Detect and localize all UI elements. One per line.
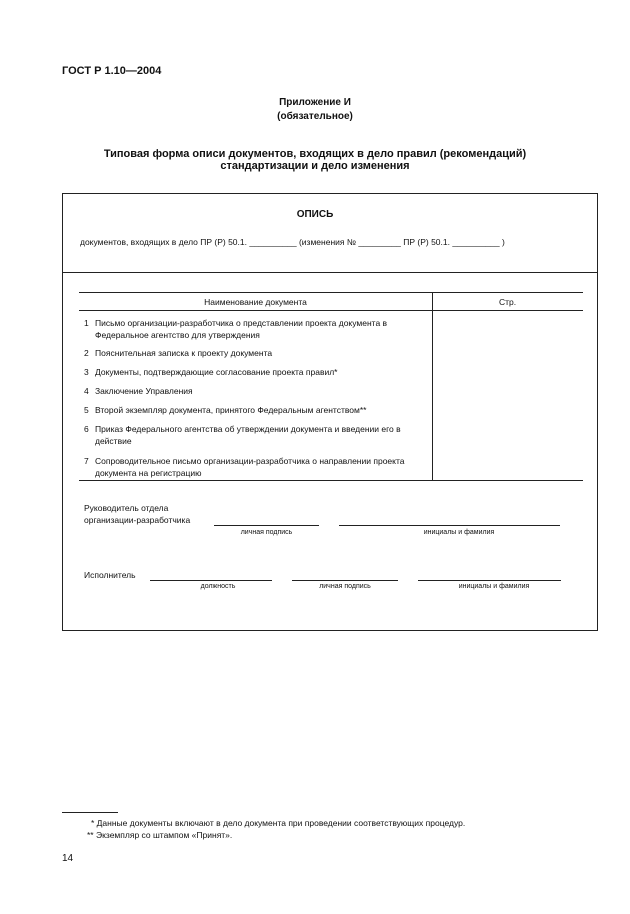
head-signature-line [214, 525, 319, 526]
executor-name-line [418, 580, 561, 581]
row-text: Сопроводительное письмо организации-разработчика о направлении проекта документа на регистрацию [95, 456, 405, 478]
row-number: 2 [84, 348, 89, 358]
table-bottom-rule [79, 480, 583, 481]
form-heading: ОПИСЬ [296, 209, 334, 220]
page-number: 14 [62, 853, 74, 864]
footnote-1: * Данные документы включают в дело документа при проведении соответствующих процедур. [91, 818, 466, 828]
standard-designation: ГОСТ Р 1.10—2004 [62, 65, 162, 77]
head-name-line [339, 525, 560, 526]
row-number: 5 [84, 405, 89, 415]
row-number: 6 [84, 424, 89, 434]
executor-position-line [150, 580, 272, 581]
row-text: Приказ Федерального агентства об утверждении документа и введении его в действие [95, 424, 401, 446]
executor-name-caption: инициалы и фамилия [458, 583, 530, 590]
head-signature-caption: личная подпись [240, 529, 293, 536]
head-label-line-2: организации-разработчика [84, 515, 191, 525]
table-header-page: Стр. [498, 297, 517, 307]
form-frame-divider [62, 272, 598, 273]
executor-signature-caption: личная подпись [319, 583, 371, 590]
footnote-rule [62, 812, 118, 813]
executor-label: Исполнитель [84, 570, 136, 580]
row-number: 3 [84, 367, 89, 377]
row-text: Пояснительная записка к проекту документа [95, 348, 273, 358]
form-subheading: документов, входящих в дело ПР (Р) 50.1. __________ (изменения № _________ ПР (Р) 50.1. __________ ) [80, 237, 505, 247]
footnote-2: ** Экземпляр со штампом «Принят». [87, 830, 233, 840]
appendix-title: Приложение И [279, 97, 351, 108]
table-column-divider [432, 292, 433, 480]
appendix-heading [0, 96, 630, 124]
head-name-caption: инициалы и фамилия [423, 529, 495, 536]
row-text: Заключение Управления [95, 386, 193, 396]
head-label-line-1: Руководитель отдела [84, 503, 169, 513]
row-text: Письмо организации-разработчика о представлении проекта документа в Федеральное агентство для утверждения [95, 318, 388, 340]
executor-position-caption: должность [200, 583, 236, 590]
row-number: 7 [84, 456, 89, 466]
table-header-name: Наименование документа [204, 297, 307, 307]
table-top-rule [79, 292, 583, 293]
row-text: Второй экземпляр документа, принятого Федеральным агентством** [95, 405, 367, 415]
row-number: 1 [84, 318, 89, 328]
document-title-line-2: стандартизации и дело изменения [220, 160, 410, 172]
appendix-note: (обязательное) [277, 111, 353, 122]
document-title-line-1: Типовая форма описи документов, входящих в дело правил (рекомендаций) [103, 148, 527, 160]
document-title [0, 148, 630, 172]
executor-signature-line [292, 580, 398, 581]
row-text: Документы, подтверждающие согласование проекта правил* [95, 367, 338, 377]
table-header-rule [79, 310, 583, 311]
row-number: 4 [84, 386, 89, 396]
